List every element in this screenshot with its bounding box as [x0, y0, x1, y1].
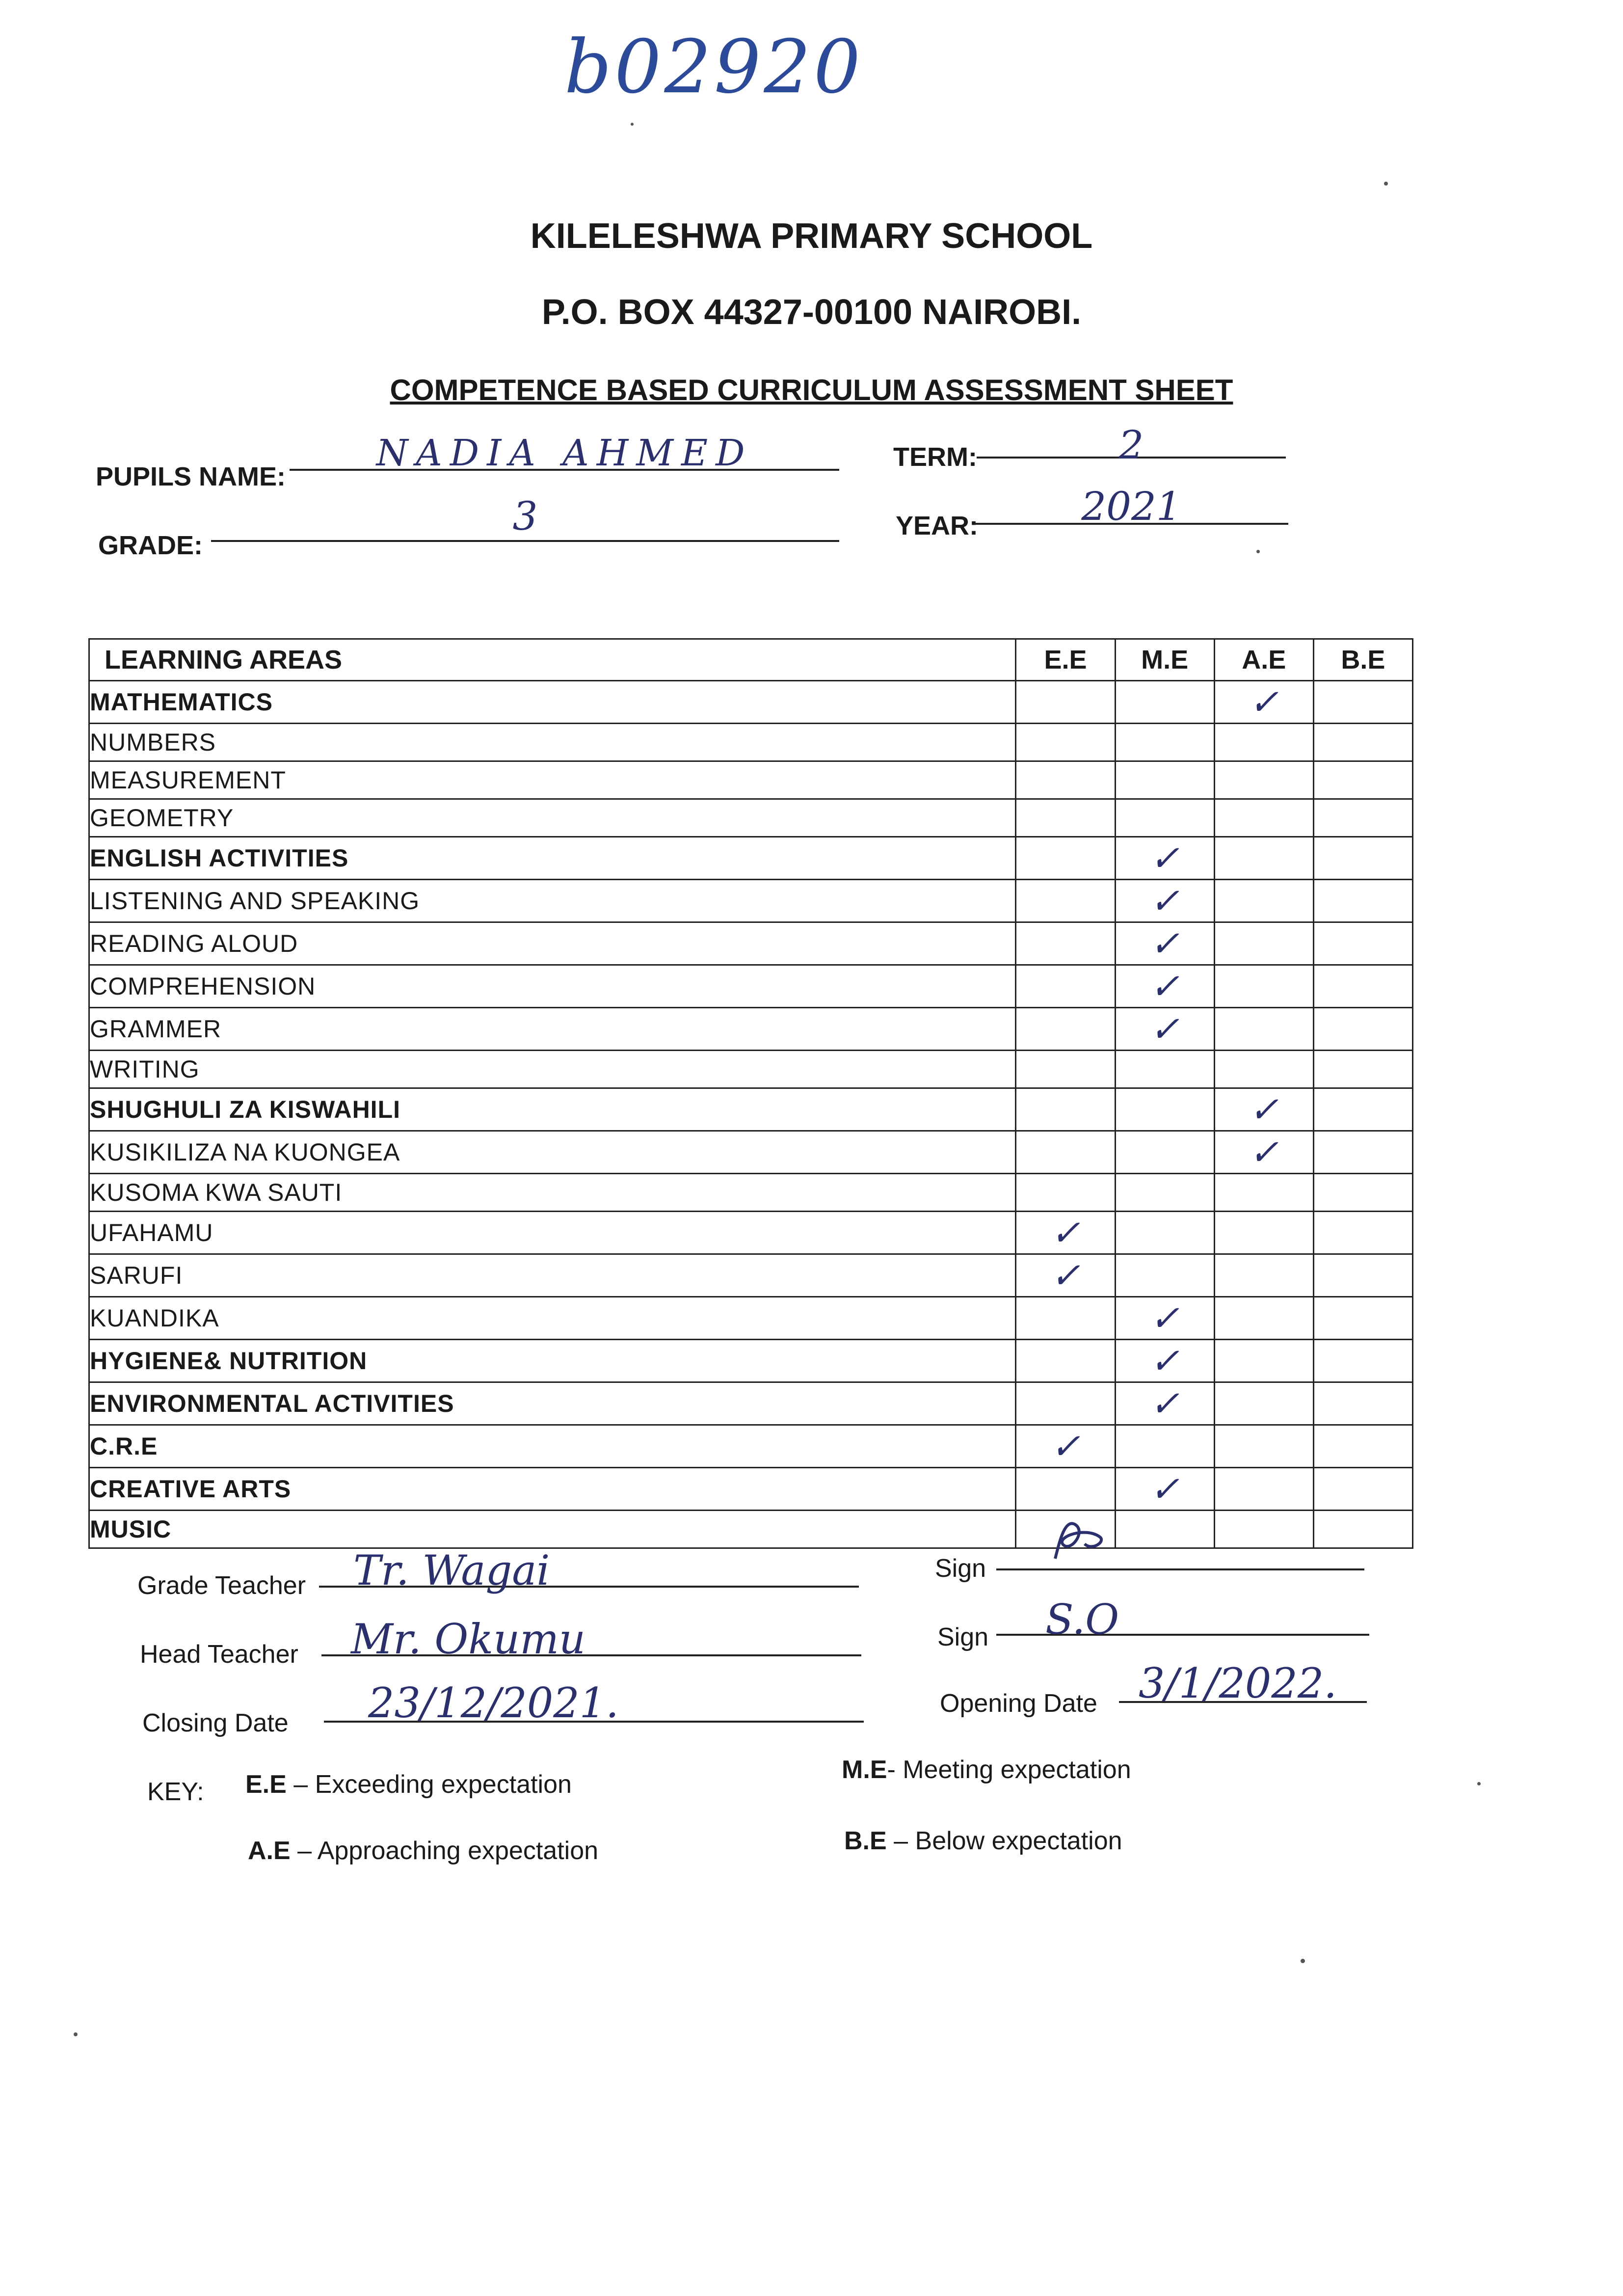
opening-date-label: Opening Date — [940, 1689, 1097, 1718]
tick-mark-icon: ✓ — [1149, 1383, 1180, 1424]
header-be: B.E — [1313, 639, 1412, 681]
closing-date-label: Closing Date — [142, 1709, 289, 1737]
tick-mark-icon: ✓ — [1149, 1008, 1180, 1050]
learning-area-label: MEASUREMENT — [89, 761, 1016, 799]
rating-cell-me — [1115, 761, 1214, 799]
tick-mark-icon: ✓ — [1149, 923, 1180, 964]
key-be-text: Below expectation — [915, 1827, 1122, 1855]
learning-area-label: LISTENING AND SPEAKING — [89, 880, 1016, 922]
learning-area-label: ENGLISH ACTIVITIES — [89, 837, 1016, 880]
key-ee-text: Exceeding expectation — [315, 1770, 572, 1799]
table-row — [89, 1382, 1413, 1425]
rating-cell-me — [1115, 1051, 1214, 1088]
rating-cell-be — [1313, 1468, 1412, 1511]
grade-label: GRADE: — [98, 531, 203, 560]
learning-area-label: ENVIRONMENTAL ACTIVITIES — [89, 1382, 1016, 1425]
rating-cell-ee — [1016, 965, 1115, 1008]
rating-cell-be — [1313, 880, 1412, 922]
rating-cell-be — [1313, 1297, 1412, 1340]
header-me: M.E — [1115, 639, 1214, 681]
tick-mark-icon: ✓ — [1249, 681, 1279, 723]
school-address: P.O. BOX 44327-00100 NAIROBI. — [541, 293, 1082, 332]
header-learning-areas: LEARNING AREAS — [89, 639, 1016, 681]
tick-mark-icon: ✓ — [1050, 1255, 1081, 1296]
grade-line — [211, 493, 839, 542]
rating-cell-ee — [1016, 1382, 1115, 1425]
rating-cell-be — [1313, 1174, 1412, 1212]
rating-cell-me — [1115, 1088, 1214, 1131]
grade-teacher-signature-scribble — [1045, 1510, 1114, 1568]
table-row — [89, 837, 1413, 880]
header-ee: E.E — [1016, 639, 1115, 681]
rating-cell-be — [1313, 837, 1412, 880]
scan-speck — [1384, 182, 1388, 186]
rating-cell-be — [1313, 1131, 1412, 1174]
opening-date-line — [1119, 1659, 1367, 1707]
rating-cell-be — [1313, 1088, 1412, 1131]
rating-cell-me — [1115, 681, 1214, 724]
rating-cell-be — [1313, 1382, 1412, 1425]
tick-mark-icon: ✓ — [1050, 1426, 1081, 1467]
rating-cell-ae — [1214, 761, 1313, 799]
learning-area-label: HYGIENE& NUTRITION — [89, 1340, 1016, 1382]
year-value: 2021 — [1081, 484, 1181, 529]
rating-cell-ae — [1214, 837, 1313, 880]
table-body — [89, 681, 1413, 1548]
rating-cell-be — [1313, 965, 1412, 1008]
rating-cell-me — [1115, 1340, 1214, 1382]
head-teacher-name: Mr. Okumu — [351, 1615, 585, 1663]
rating-cell-be — [1313, 1212, 1412, 1254]
rating-cell-ae — [1214, 965, 1313, 1008]
table-row — [89, 1254, 1413, 1297]
learning-area-label: COMPREHENSION — [89, 965, 1016, 1008]
year-line — [974, 484, 1288, 529]
table-row — [89, 1051, 1413, 1088]
rating-cell-ee — [1016, 1131, 1115, 1174]
key-ae-text: Approaching expectation — [317, 1837, 599, 1865]
pupils-name-value: NADIA AHMED — [376, 432, 753, 474]
rating-cell-ee — [1016, 1051, 1115, 1088]
grade-teacher-sign-label: Sign — [935, 1554, 986, 1583]
head-teacher-sign-label: Sign — [937, 1623, 989, 1651]
school-name: KILELESHWA PRIMARY SCHOOL — [530, 216, 1093, 256]
rating-cell-ae — [1214, 1051, 1313, 1088]
rating-cell-ae — [1214, 681, 1313, 724]
table-row — [89, 1008, 1413, 1051]
rating-cell-be — [1313, 681, 1412, 724]
rating-cell-ee — [1016, 799, 1115, 837]
table-row — [89, 1297, 1413, 1340]
table-row — [89, 1088, 1413, 1131]
rating-cell-ae — [1214, 1382, 1313, 1425]
learning-area-label: UFAHAMU — [89, 1212, 1016, 1254]
head-teacher-label: Head Teacher — [140, 1640, 298, 1669]
tick-mark-icon: ✓ — [1149, 1468, 1180, 1510]
rating-cell-me — [1115, 837, 1214, 880]
table-row — [89, 1425, 1413, 1468]
rating-cell-ee — [1016, 880, 1115, 922]
table-row — [89, 1468, 1413, 1511]
header-ae: A.E — [1214, 639, 1313, 681]
reference-number: b02920 — [564, 25, 864, 110]
learning-area-label: READING ALOUD — [89, 922, 1016, 965]
learning-area-label: MATHEMATICS — [89, 681, 1016, 724]
head-teacher-line — [321, 1615, 861, 1663]
rating-cell-ae — [1214, 1468, 1313, 1511]
rating-cell-be — [1313, 922, 1412, 965]
rating-cell-ee — [1016, 1174, 1115, 1212]
learning-area-label: WRITING — [89, 1051, 1016, 1088]
table-header-row — [89, 639, 1413, 681]
pupils-name-label: PUPILS NAME: — [96, 462, 286, 491]
rating-cell-ee — [1016, 1340, 1115, 1382]
rating-cell-me — [1115, 1297, 1214, 1340]
head-teacher-signature: S.O — [1045, 1595, 1119, 1644]
rating-cell-me — [1115, 799, 1214, 837]
closing-date-line — [324, 1679, 864, 1727]
rating-cell-ae — [1214, 880, 1313, 922]
scan-speck — [1301, 1959, 1305, 1963]
table-row — [89, 799, 1413, 837]
rating-cell-me — [1115, 1254, 1214, 1297]
grade-teacher-sign-line — [996, 1532, 1364, 1570]
rating-cell-be — [1313, 724, 1412, 761]
rating-cell-be — [1313, 1425, 1412, 1468]
rating-cell-ee — [1016, 1008, 1115, 1051]
table-row — [89, 1212, 1413, 1254]
head-teacher-sign-line — [996, 1595, 1369, 1644]
rating-cell-me — [1115, 1131, 1214, 1174]
rating-cell-ee — [1016, 761, 1115, 799]
grade-teacher-line — [319, 1546, 859, 1594]
key-ee: E.E – Exceeding expectation — [245, 1770, 572, 1799]
rating-cell-me — [1115, 1425, 1214, 1468]
scan-speck — [74, 2032, 78, 2036]
rating-cell-ae — [1214, 922, 1313, 965]
key-be-code: B.E — [844, 1827, 887, 1855]
scan-speck — [631, 123, 634, 126]
scan-speck — [1477, 1782, 1481, 1785]
key-ae-code: A.E — [248, 1837, 291, 1865]
key-me-code: M.E — [842, 1756, 887, 1784]
key-label: KEY: — [147, 1778, 204, 1806]
key-be: B.E – Below expectation — [844, 1827, 1122, 1855]
rating-cell-me — [1115, 1212, 1214, 1254]
term-label: TERM: — [893, 442, 977, 472]
rating-cell-ee — [1016, 1425, 1115, 1468]
learning-area-label: KUSIKILIZA NA KUONGEA — [89, 1131, 1016, 1174]
learning-area-label: CREATIVE ARTS — [89, 1468, 1016, 1511]
key-me: M.E- Meeting expectation — [842, 1756, 1131, 1784]
table-row — [89, 1340, 1413, 1382]
rating-cell-ae — [1214, 799, 1313, 837]
term-value: 2 — [1118, 422, 1144, 468]
table-row — [89, 724, 1413, 761]
learning-area-label: GEOMETRY — [89, 799, 1016, 837]
rating-cell-ee — [1016, 1254, 1115, 1297]
tick-mark-icon: ✓ — [1149, 880, 1180, 921]
sheet-title: COMPETENCE BASED CURRICULUM ASSESSMENT SHEET — [390, 374, 1233, 406]
rating-cell-ae — [1214, 1174, 1313, 1212]
rating-cell-ee — [1016, 681, 1115, 724]
table-row — [89, 880, 1413, 922]
rating-cell-me — [1115, 1382, 1214, 1425]
rating-cell-be — [1313, 761, 1412, 799]
grade-value: 3 — [512, 493, 538, 539]
term-line — [977, 422, 1286, 468]
year-label: YEAR: — [896, 511, 979, 540]
tick-mark-icon: ✓ — [1249, 1132, 1279, 1173]
rating-cell-ee — [1016, 724, 1115, 761]
tick-mark-icon: ✓ — [1149, 1340, 1180, 1381]
tick-mark-icon: ✓ — [1249, 1089, 1279, 1130]
table-row — [89, 1131, 1413, 1174]
learning-area-label: KUANDIKA — [89, 1297, 1016, 1340]
rating-cell-ae — [1214, 1297, 1313, 1340]
rating-cell-ae — [1214, 1088, 1313, 1131]
learning-area-label: C.R.E — [89, 1425, 1016, 1468]
rating-cell-me — [1115, 1008, 1214, 1051]
rating-cell-be — [1313, 1340, 1412, 1382]
closing-date-value: 23/12/2021. — [368, 1679, 619, 1727]
learning-area-label: NUMBERS — [89, 724, 1016, 761]
table-row — [89, 761, 1413, 799]
rating-cell-ae — [1214, 1212, 1313, 1254]
rating-cell-me — [1115, 1468, 1214, 1511]
rating-cell-be — [1313, 1008, 1412, 1051]
scan-speck — [1256, 550, 1260, 553]
rating-cell-ee — [1016, 1468, 1115, 1511]
table-row — [89, 681, 1413, 724]
rating-cell-be — [1313, 1051, 1412, 1088]
tick-mark-icon: ✓ — [1149, 837, 1180, 879]
rating-cell-ae — [1214, 1425, 1313, 1468]
rating-cell-me — [1115, 965, 1214, 1008]
learning-area-label: MUSIC — [89, 1511, 1016, 1548]
rating-cell-me — [1115, 880, 1214, 922]
rating-cell-me — [1115, 724, 1214, 761]
rating-cell-ee — [1016, 1088, 1115, 1131]
tick-mark-icon: ✓ — [1149, 1297, 1180, 1339]
rating-cell-ae — [1214, 1340, 1313, 1382]
learning-area-label: GRAMMER — [89, 1008, 1016, 1051]
rating-cell-me — [1115, 922, 1214, 965]
opening-date-value: 3/1/2022. — [1139, 1659, 1337, 1707]
table-row — [89, 965, 1413, 1008]
table-row — [89, 922, 1413, 965]
table-row — [89, 1174, 1413, 1212]
rating-cell-ae — [1214, 1008, 1313, 1051]
rating-cell-ee — [1016, 837, 1115, 880]
rating-cell-ee — [1016, 922, 1115, 965]
key-ae: A.E – Approaching expectation — [248, 1837, 599, 1865]
grade-teacher-label: Grade Teacher — [137, 1571, 306, 1600]
tick-mark-icon: ✓ — [1050, 1212, 1081, 1253]
rating-cell-ae — [1214, 1131, 1313, 1174]
learning-area-label: SHUGHULI ZA KISWAHILI — [89, 1088, 1016, 1131]
rating-cell-ae — [1214, 724, 1313, 761]
rating-cell-ae — [1214, 1254, 1313, 1297]
rating-cell-me — [1115, 1174, 1214, 1212]
pupils-name-line — [290, 432, 839, 474]
rating-cell-ee — [1016, 1212, 1115, 1254]
grade-teacher-name: Tr. Wagai — [353, 1546, 550, 1594]
assessment-table — [88, 638, 1413, 1549]
key-me-text: Meeting expectation — [903, 1756, 1131, 1784]
rating-cell-ee — [1016, 1297, 1115, 1340]
rating-cell-be — [1313, 799, 1412, 837]
learning-area-label: SARUFI — [89, 1254, 1016, 1297]
tick-mark-icon: ✓ — [1149, 966, 1180, 1007]
learning-area-label: KUSOMA KWA SAUTI — [89, 1174, 1016, 1212]
key-ee-code: E.E — [245, 1770, 287, 1799]
rating-cell-be — [1313, 1254, 1412, 1297]
